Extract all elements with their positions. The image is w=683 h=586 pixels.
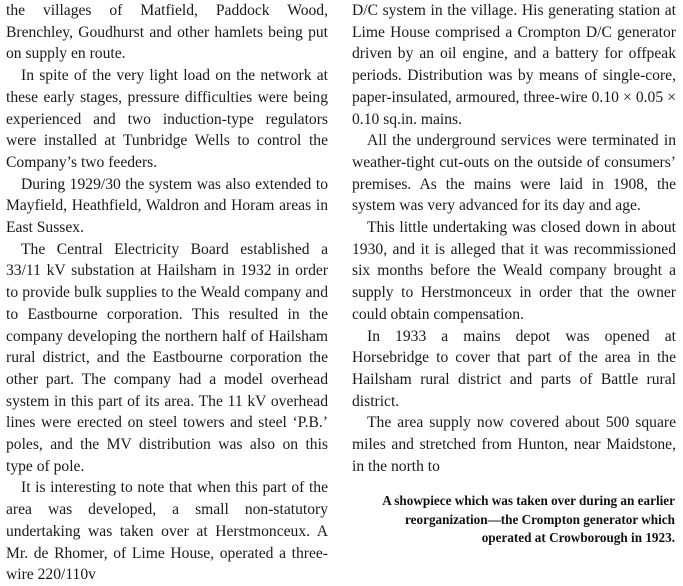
paragraph: the villages of Matfield, Paddock Wood, Brenchley, Goudhurst and other hamlets being put on supply en route.	[6, 2, 328, 63]
paragraph: This little undertaking was closed down in about 1930, and it is alleged that it was recommissioned six months before the Weald company brought a supply to Herstmonceux in order that the owner could obtain compensation.	[352, 219, 676, 323]
paragraph: The area supply now covered about 500 square miles and stretched from Hunton, near Maidstone, in the north to	[352, 414, 676, 475]
paragraph: D/C system in the village. His generating station at Lime House comprised a Crompton D/C generator driven by an oil engine, and a battery for offpeak periods. Distribution was by means of single-core, paper-insulated, armoured, three-wire 0.10 × 0.05 × 0.10 sq.in. mains.	[352, 2, 676, 128]
paragraph: In spite of the very light load on the network at these early stages, pressure difficulties were being experienced and two induction-type regulators were installed at Tunbridge Wells to control the Company’s two feeders.	[6, 67, 328, 171]
paragraph: The Central Electricity Board established a 33/11 kV substation at Hailsham in 1932 in order to provide bulk supplies to the Weald company and to Eastbourne corporation. This resulted in the company developing the northern half of Hailsham rural district, and the Eastbourne corporation the other part. The company had a model overhead system in this part of its area. The 11 kV overhead lines were erected on steel towers and steel ‘P.B.’ poles, and the MV distribution was also on this type of pole.	[6, 240, 328, 475]
right-text-column	[352, 0, 676, 477]
paragraph: It is interesting to note that when this part of the area was developed, a small non-statutory undertaking was taken over at Herstmonceux. A Mr. de Rhomer, of Lime House, operated a three-wire 220/110v	[6, 479, 328, 584]
paragraph: All the underground services were terminated in weather-tight cut-outs on the outside of consumers’ premises. As the mains were laid in 1908, the system was very advanced for its day and age.	[352, 132, 676, 215]
paragraph: During 1929/30 the system was also extended to Mayfield, Heathfield, Waldron and Horam areas in East Sussex.	[6, 175, 328, 237]
paragraph: In 1933 a mains depot was opened at Horsebridge to cover that part of the area in the Hailsham rural district and parts of Battle rural district.	[352, 327, 676, 410]
left-text-column	[6, 0, 328, 586]
photo-caption: A showpiece which was taken over during an earlier reorganization—the Crompton generator which operated at Crowborough in 1923.	[382, 493, 675, 546]
